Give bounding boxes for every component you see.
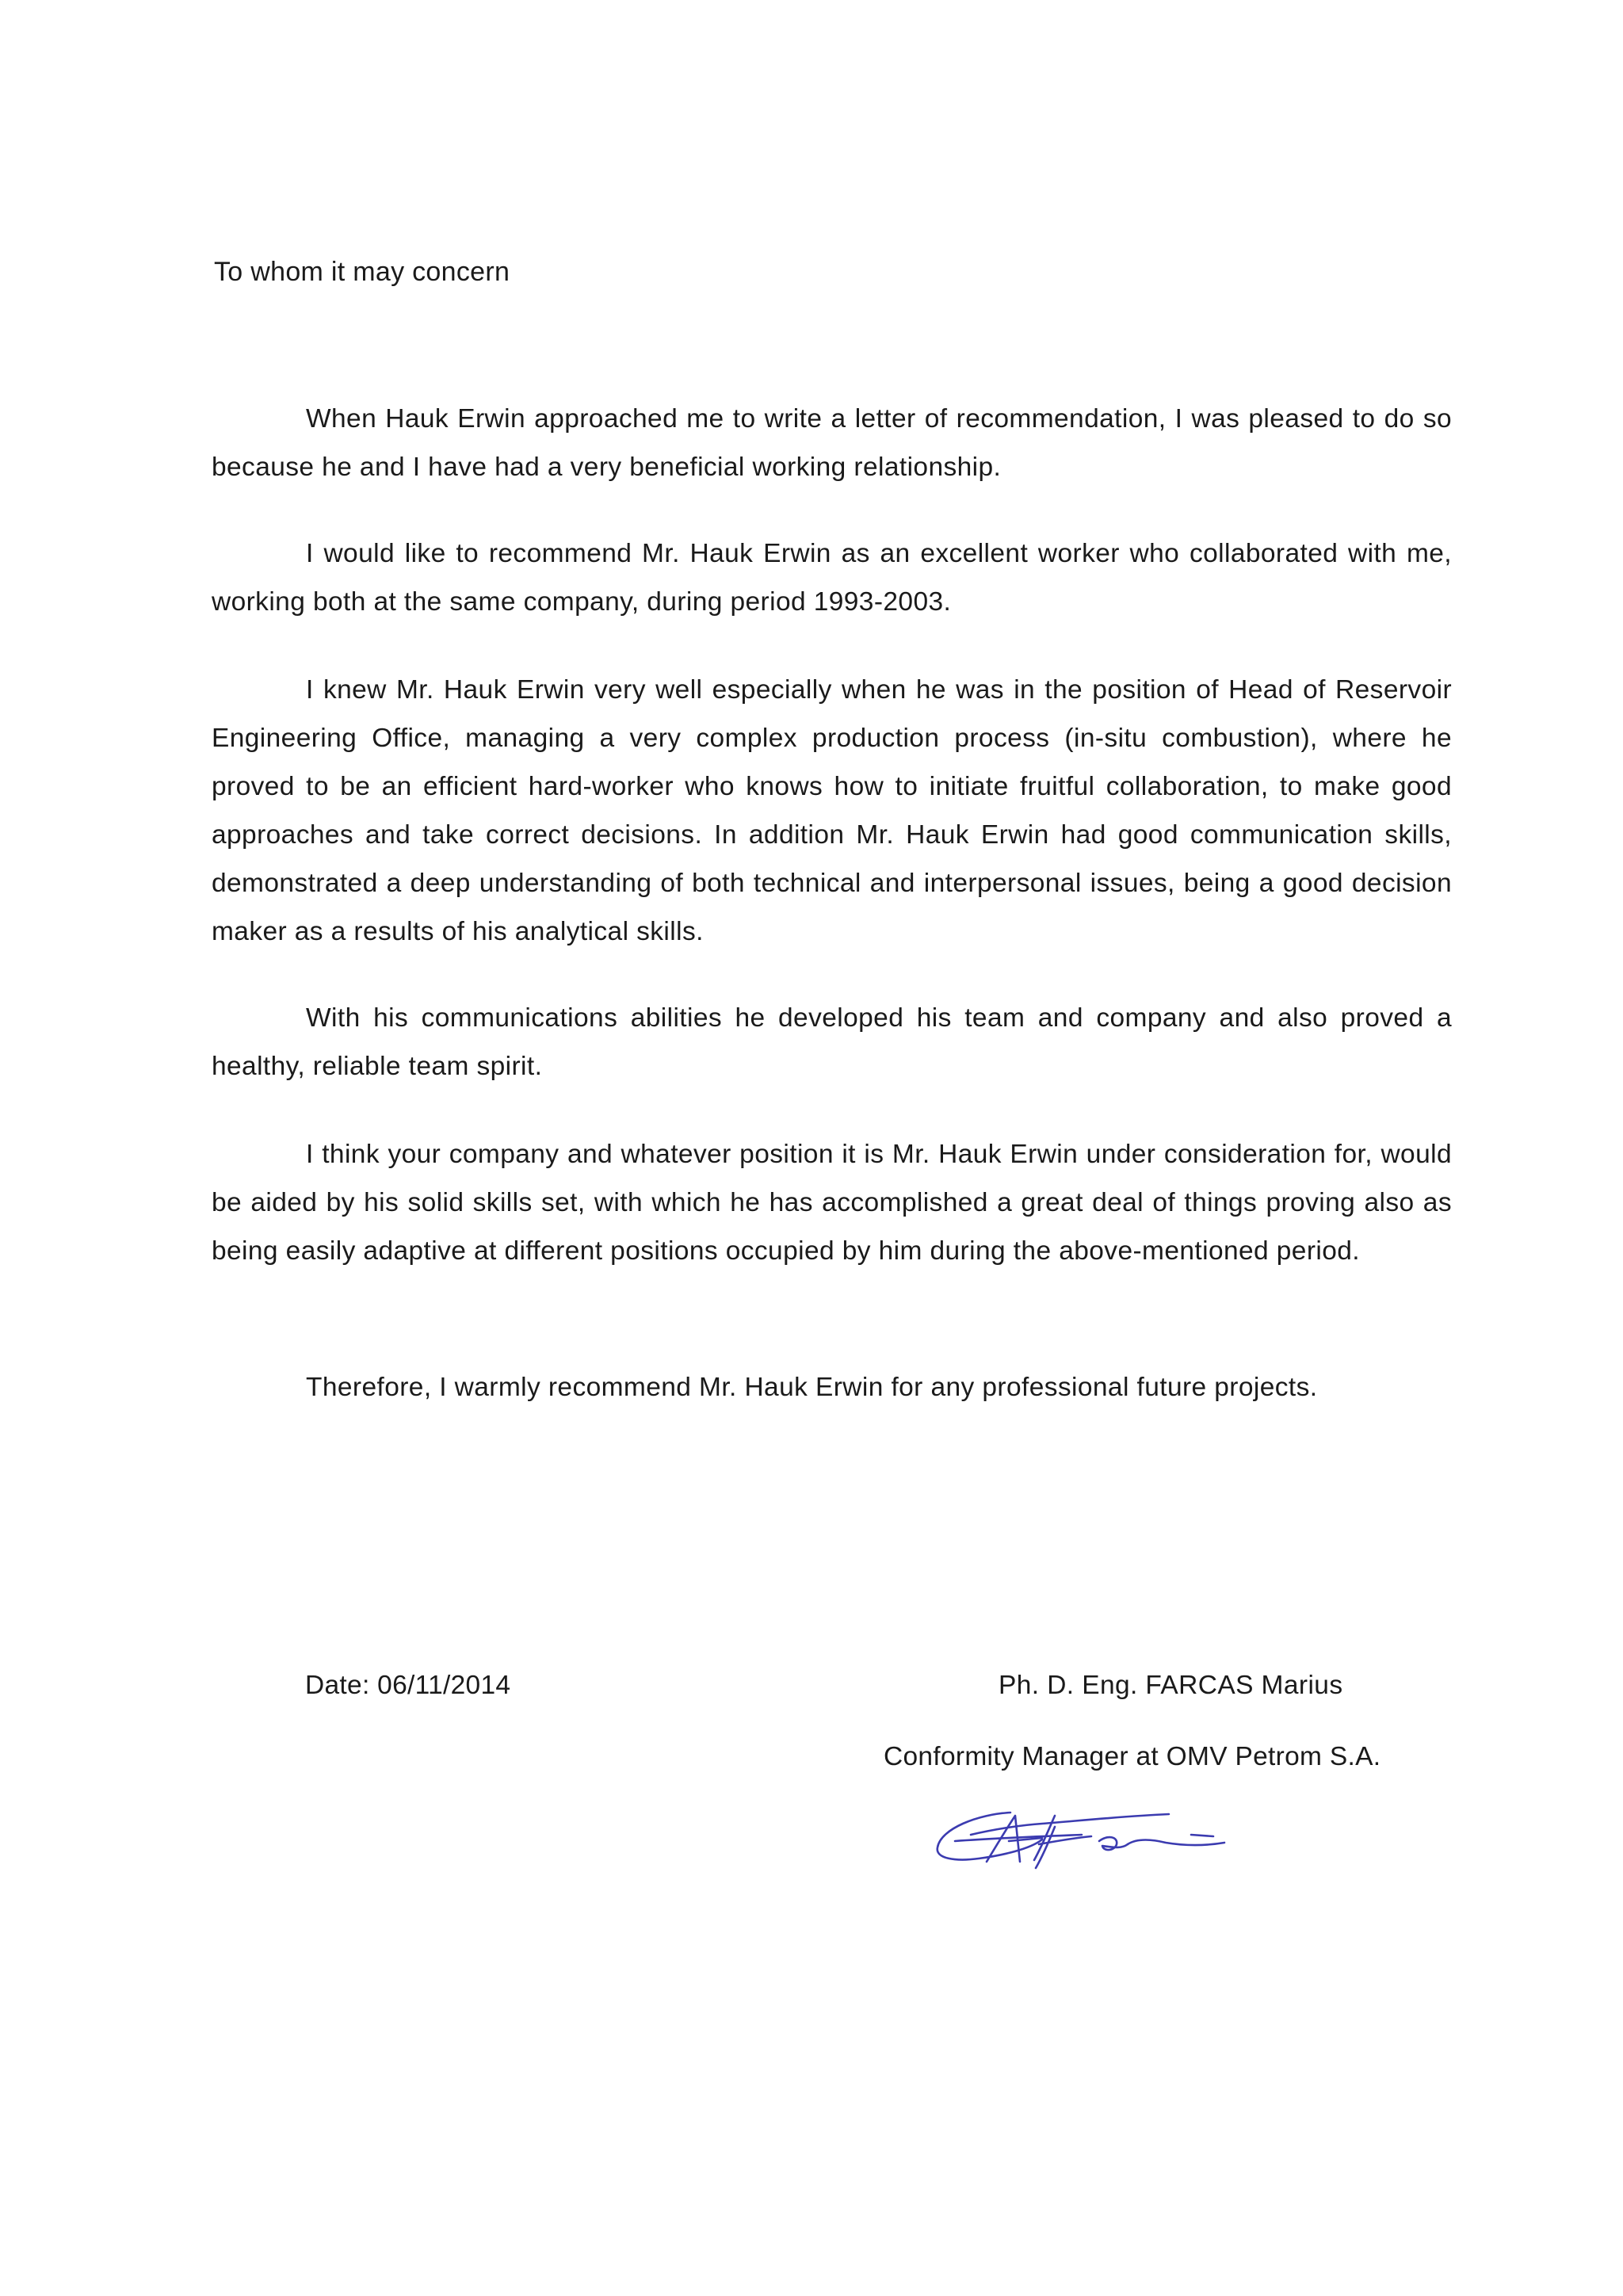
paragraph-1: When Hauk Erwin approached me to write a letter of recommendation, I was pleased to do so because he and I have had a very beneficial working relationship. — [212, 404, 1452, 482]
signer-title: Conformity Manager at OMV Petrom S.A. — [884, 1742, 1381, 1771]
signer-name: Ph. D. Eng. FARCAS Marius — [999, 1671, 1343, 1700]
salutation: To whom it may concern — [214, 257, 510, 287]
paragraph-2: I would like to recommend Mr. Hauk Erwin as an excellent worker who collaborated with me, working both at the same company, during period 1993-2003. — [212, 539, 1452, 617]
paragraph-4: With his communications abilities he developed his team and company and also proved a healthy, reliable team spirit. — [212, 1003, 1452, 1081]
letter-date: Date: 06/11/2014 — [305, 1671, 511, 1700]
handwritten-signature — [923, 1779, 1240, 1874]
paragraph-6: Therefore, I warmly recommend Mr. Hauk Erwin for any professional future projects. — [306, 1373, 1318, 1402]
paragraph-5: I think your company and whatever position it is Mr. Hauk Erwin under consideration for, would be aided by his solid skills set, with which he has accomplished a great deal of things proving also as being easily adaptive at different positions occupied by him during the above-mentioned period. — [212, 1140, 1452, 1266]
paragraph-3: I knew Mr. Hauk Erwin very well especially when he was in the position of Head of Reservoir Engineering Office, managing a very complex production process (in-situ combustion), where he proved to be an efficient hard-worker who knows how to initiate fruitful collaboration, to make good approaches and take correct decisions. In addition Mr. Hauk Erwin had good communication skills, demonstrated a deep understanding of both technical and interpersonal issues, being a good decision maker as a results of his analytical skills. — [212, 675, 1452, 946]
